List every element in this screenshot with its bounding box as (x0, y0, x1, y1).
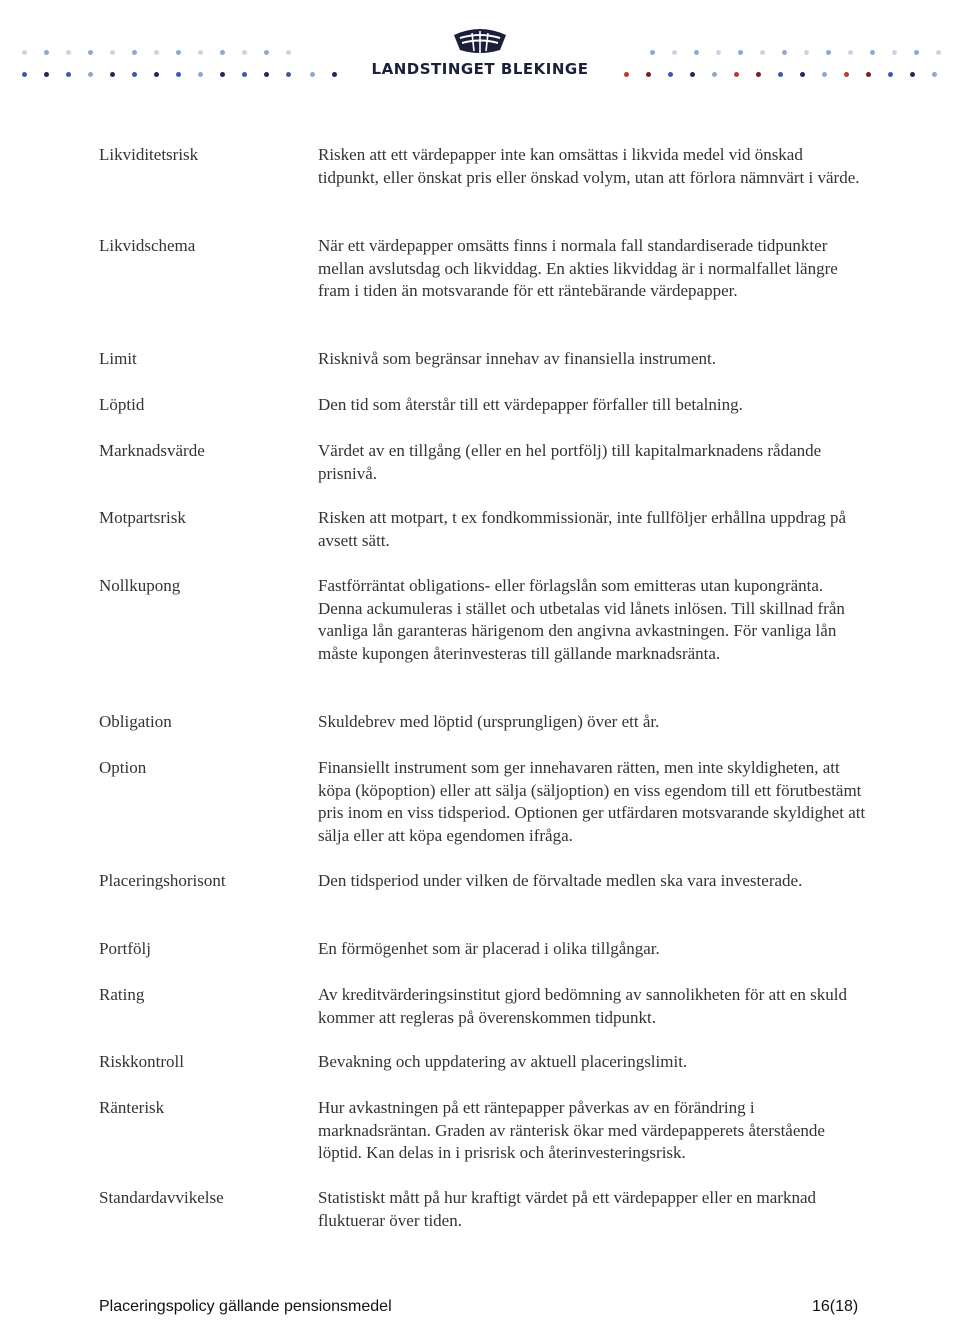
glossary-definition: Fastförräntat obligations- eller förlagslån som emitteras utan kupongränta. Denna ackumuleras i stället och utbetalas vid lånets inlösen. Till skillnad från vanliga lån garanteras härigenom den angivna avkastningen. För vanliga lån måste kupongen återinvesteras till gällande marknadsränta. (318, 576, 845, 663)
footer-page-number: 16(18) (812, 1298, 859, 1315)
glossary-term: Nollkupong (99, 576, 181, 595)
glossary-definition: Den tidsperiod under vilken de förvaltade medlen ska vara investerade. (318, 871, 803, 890)
glossary-term: Motpartsrisk (99, 508, 186, 527)
glossary-term: Likviditetsrisk (99, 145, 199, 164)
glossary-term: Riskkontroll (99, 1052, 185, 1071)
logo-text: LANDSTINGET BLEKINGE (371, 60, 589, 78)
glossary-term: Marknadsvärde (99, 441, 205, 460)
glossary-term: Likvidschema (99, 236, 196, 255)
glossary-definition: När ett värdepapper omsätts finns i normala fall standardiserade tidpunkter mellan avslutsdag och likviddag. En akties likviddag är i normalfallet längre fram i tiden än motsvarande för ett räntebärande värdepapper. (318, 236, 838, 300)
glossary-term: Standardavvikelse (99, 1188, 224, 1207)
glossary-definition: Skuldebrev med löptid (ursprungligen) över ett år. (318, 712, 660, 731)
glossary-definition: Risken att motpart, t ex fondkommissionär, inte fullföljer erhållna uppdrag på avsett sätt. (318, 508, 847, 550)
glossary-term: Rating (99, 985, 145, 1004)
glossary-definition: Av kreditvärderingsinstitut gjord bedömning av sannolikheten för att en skuld kommer att regleras på överenskommen tidpunkt. (318, 985, 847, 1027)
glossary-definition: Statistiskt mått på hur kraftigt värdet på ett värdepapper eller en marknad fluktuerar över tiden. (318, 1188, 817, 1230)
glossary-definition: Risknivå som begränsar innehav av finansiella instrument. (318, 349, 716, 368)
glossary-definition: En förmögenhet som är placerad i olika tillgångar. (318, 939, 660, 958)
glossary-term: Löptid (99, 395, 145, 414)
glossary-term: Placeringshorisont (99, 871, 226, 890)
glossary-term: Ränterisk (99, 1098, 165, 1117)
footer-document-title: Placeringspolicy gällande pensionsmedel (99, 1298, 392, 1315)
glossary-definition: Bevakning och uppdatering av aktuell placeringslimit. (318, 1052, 688, 1071)
glossary-term: Obligation (99, 712, 172, 731)
glossary-definition: Finansiellt instrument som ger innehavaren rätten, men inte skyldigheten, att köpa (köpoption) eller att sälja (säljoption) en viss egendom till ett förutbestämt pris inom en viss tidsperiod. Optionen ger utfärdaren motsvarande skyldighet att sälja eller att köpa egendomen ifråga. (318, 758, 866, 845)
glossary-term: Limit (99, 349, 137, 368)
glossary-definition: Hur avkastningen på ett räntepapper påverkas av en förändring i marknadsräntan. Graden av ränterisk ökar med värdepapperets återstående löptid. Kan delas in i prisrisk och återinvesteringsrisk. (318, 1098, 825, 1162)
glossary-term: Option (99, 758, 147, 777)
glossary-definition: Värdet av en tillgång (eller en hel portfölj) till kapitalmarknadens rådande prisnivå. (318, 441, 822, 483)
glossary-term: Portfölj (99, 939, 151, 958)
glossary-definition: Den tid som återstår till ett värdepapper förfaller till betalning. (318, 395, 743, 414)
glossary-definition: Risken att ett värdepapper inte kan omsättas i likvida medel vid önskad tidpunkt, eller önskat pris eller önskad volym, utan att förlora nämnvärt i värde. (318, 145, 860, 187)
